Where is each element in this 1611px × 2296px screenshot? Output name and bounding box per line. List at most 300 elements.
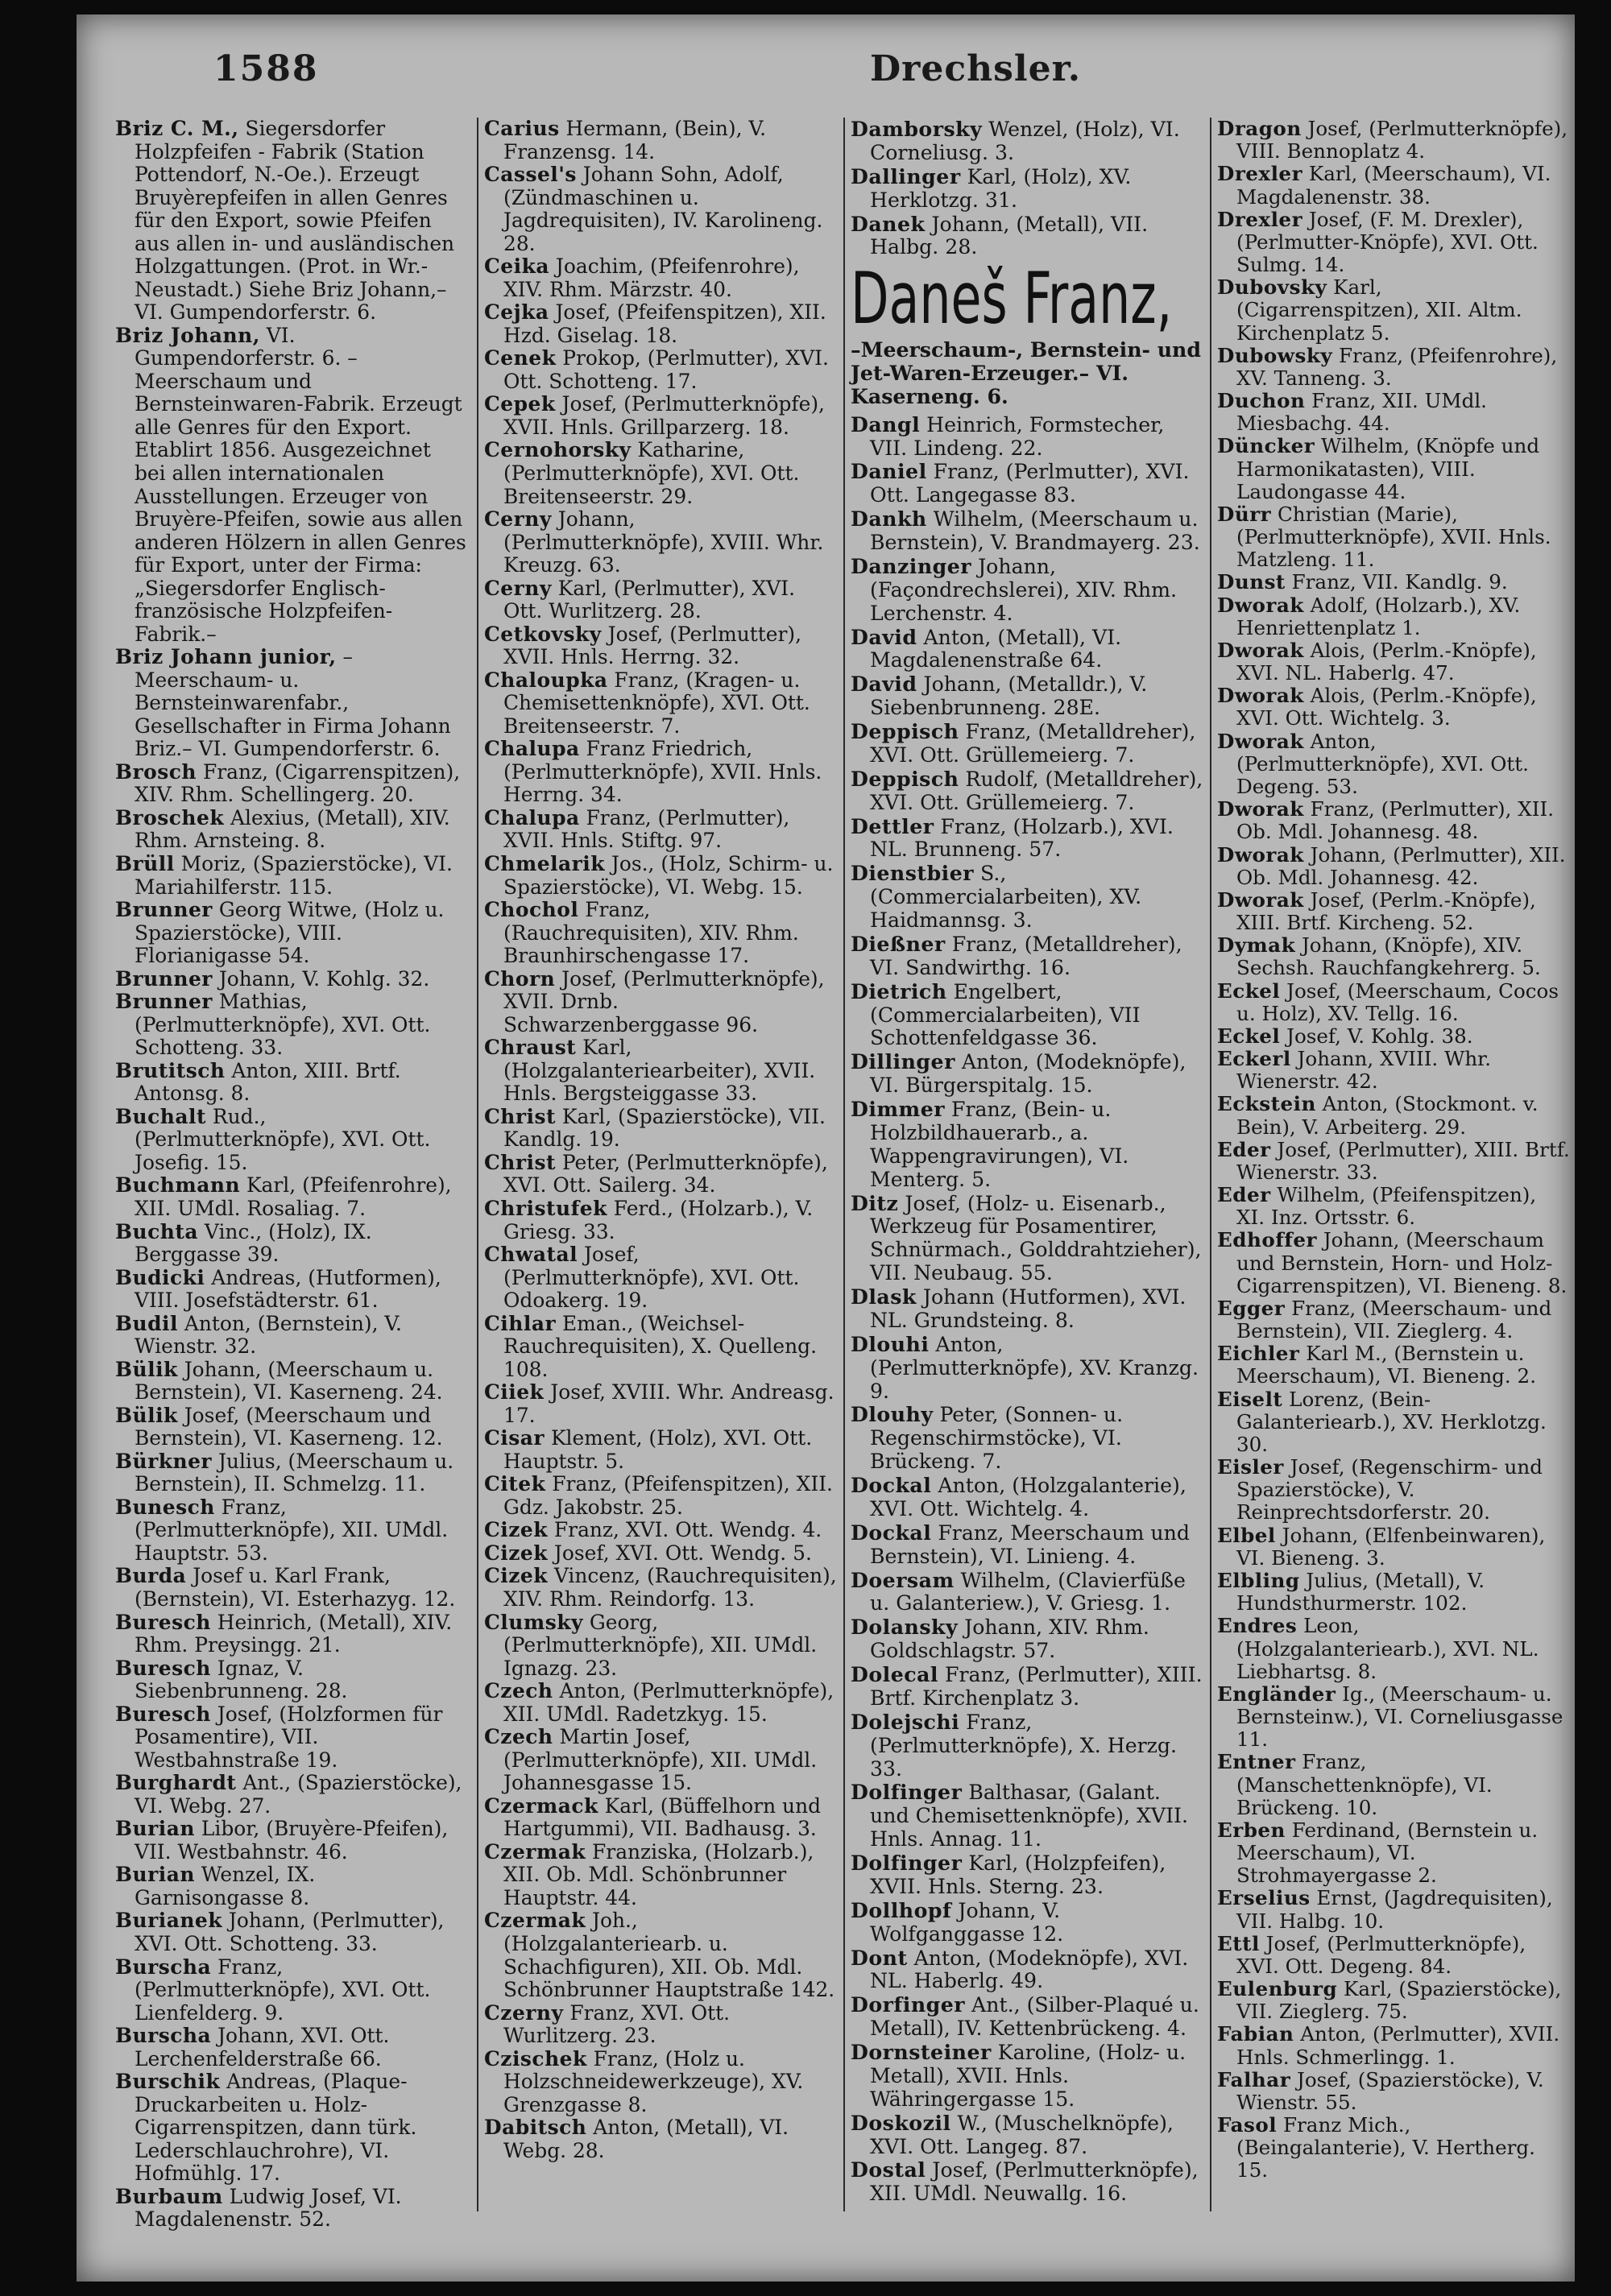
entry-details: Franz, (Perlmutter), XIII. Brtf. Kirchenplatz 3.	[870, 1663, 1203, 1710]
column-4	[1217, 118, 1570, 2182]
entry-name: Dettler	[851, 813, 934, 838]
entry-details: Eman., (Weichsel-Rauchrequisiten), X. Quelleng. 108.	[503, 1311, 817, 1381]
entry-details: Franz, (Meerschaum- und Bernstein), VII. Zieglerg. 4.	[1236, 1296, 1552, 1343]
entry-name: Dorfinger	[851, 1992, 966, 2017]
directory-entry	[851, 1569, 1203, 1616]
directory-entry	[484, 1542, 837, 1566]
entry-name: Dillinger	[851, 1049, 955, 1074]
entry-details: S., (Commercialarbeiten), XV. Haidmannsg. 3.	[870, 862, 1142, 932]
entry-details: Julius, (Meerschaum u. Bernstein), II. Schmelzg. 11.	[135, 1449, 454, 1496]
directory-entry	[484, 1427, 837, 1473]
directory-entry	[1217, 276, 1570, 345]
entry-details: Josef, (Pfeifenspitzen), XII. Hzd. Giselag. 18.	[503, 300, 826, 347]
entry-name: David	[851, 624, 917, 649]
entry-name: Dworak	[1217, 684, 1304, 708]
directory-entry	[484, 1313, 837, 1382]
directory-entry	[1217, 844, 1570, 889]
directory-entry	[1217, 1139, 1570, 1184]
directory-entry	[851, 1474, 1203, 1521]
entry-name: Dangl	[851, 412, 921, 436]
entry-name: Dimmer	[851, 1097, 946, 1121]
entry-details: Josef, (Perlmutter), XVII. Hnls. Herrng. 32.	[503, 622, 802, 669]
entry-name: Carius	[484, 117, 560, 140]
directory-entry	[851, 1781, 1203, 1851]
entry-details: Prokop, (Perlmutter), XVI. Ott. Schotteng. 17.	[503, 346, 829, 393]
entry-details: Josef, (Holzformen für Posamentire), VII. Westbahnstraße 19.	[135, 1702, 443, 1772]
directory-entry	[1217, 118, 1570, 163]
entry-details: Josef u. Karl Frank, (Bernstein), VI. Esterhazyg. 12.	[135, 1564, 456, 1611]
entry-name: Clumsky	[484, 1610, 583, 1634]
advertisement-text: –Meerschaum-, Bernstein- und Jet-Waren-Erzeuger.– VI. Kaserneng. 6.	[851, 337, 1201, 408]
directory-entry	[1217, 1025, 1570, 1048]
entry-details: Anton, (Perlmutterknöpfe), XVI. Ott. Degeng. 53.	[1236, 729, 1529, 798]
entry-details: Karl, (Holz), XV. Herklotzg. 31.	[870, 164, 1132, 212]
directory-entry	[115, 807, 468, 853]
entry-name: Dworak	[1217, 729, 1304, 753]
directory-entry	[115, 2186, 468, 2232]
directory-entry	[115, 1313, 468, 1359]
entry-details: Johann, V. Kohlg. 32.	[212, 966, 430, 991]
directory-entry	[115, 1359, 468, 1404]
entry-name: Deppisch	[851, 719, 959, 743]
entry-name: Brutitsch	[115, 1058, 226, 1082]
directory-entry	[484, 1519, 837, 1542]
entry-details: Johann, (Perlmutterknöpfe), XVIII. Whr. Kreuzg. 63.	[503, 507, 824, 577]
entry-details: Karoline, (Holz- u. Metall), XVII. Hnls. Währingergasse 15.	[870, 2041, 1187, 2111]
entry-name: Cernohorsky	[484, 438, 632, 462]
directory-entry	[851, 1192, 1203, 1286]
entry-name: Dolfinger	[851, 1780, 963, 1805]
entry-details: Johann, (Perlmutter), XVI. Ott. Schotteng. 33.	[135, 1909, 445, 1955]
entry-details: Ludwig Josef, VI. Magdalenenstr. 52.	[135, 2184, 402, 2232]
directory-entry	[484, 1036, 837, 1106]
entry-details: Peter, (Perlmutterknöpfe), XVI. Ott. Sailerg. 34.	[503, 1150, 828, 1198]
entry-name: Burian	[115, 1817, 195, 1841]
directory-entry	[115, 1450, 468, 1496]
directory-entry	[484, 1106, 837, 1152]
entry-name: Dolfinger	[851, 1851, 963, 1875]
entry-name: Dunst	[1217, 570, 1286, 594]
directory-entry	[484, 1243, 837, 1313]
entry-name: Doskozil	[851, 2110, 951, 2135]
directory-entry	[1217, 390, 1570, 435]
entry-name: Ciiek	[484, 1380, 545, 1404]
directory-entry	[851, 1285, 1203, 1333]
directory-entry	[115, 1174, 468, 1220]
entry-details: Ig., (Meerschaum- u. Bernsteinw.), VI. Corneliusgasse 11.	[1236, 1682, 1563, 1752]
page-number: 1588	[213, 48, 319, 89]
entry-details: Adolf, (Holzarb.), XV. Henriettenplatz 1.	[1236, 593, 1521, 639]
entry-name: Brunner	[115, 990, 213, 1014]
directory-entry	[1217, 1887, 1570, 1932]
directory-entry	[1217, 503, 1570, 572]
directory-entry	[851, 815, 1203, 863]
entry-details: Martin Josef, (Perlmutterknöpfe), XII. UMdl. Johannesgasse 15.	[503, 1725, 818, 1795]
entry-name: Dolansky	[851, 1615, 959, 1640]
directory-entry	[484, 968, 837, 1037]
entry-details: Vinc., (Holz), IX. Berggasse 39.	[135, 1219, 372, 1267]
directory-entry	[484, 853, 837, 899]
entry-details: Engelbert, (Commercialarbeiten), VII Schottenfeldgasse 36.	[870, 979, 1141, 1050]
entry-details: Ant., (Silber-Plaqué u. Metall), IV. Kettenbrückeng. 4.	[870, 1993, 1199, 2041]
directory-entry	[1217, 435, 1570, 503]
directory-entry	[484, 439, 837, 508]
entry-details: Anton, (Perlmutterknöpfe), XII. UMdl. Radetzkyg. 15.	[503, 1679, 834, 1726]
entry-details: Joh., (Holzgalanteriearb. u. Schachfiguren), XII. Ob. Mdl. Schönbrunner Hauptstraße 142.	[503, 1909, 835, 2002]
entry-details: Franz Mich., (Beingalanterie), V. Hertherg. 15.	[1236, 2113, 1535, 2182]
directory-entry	[1217, 2069, 1570, 2114]
entry-details: Wenzel, IX. Garnisongasse 8.	[135, 1863, 316, 1909]
entry-name: Burian	[115, 1863, 195, 1887]
directory-entry	[851, 1851, 1203, 1899]
entry-details: Johann, (Knöpfe), XIV. Sechsh. Rauchfangkehrerg. 5.	[1236, 933, 1541, 980]
entry-details: W., (Muschelknöpfe), XVI. Ott. Langeg. 87.	[870, 2111, 1174, 2158]
directory-entry	[484, 118, 837, 163]
entry-details: Franz, (Bein- u. Holzbildhauerarb., a. Wappengravirungen), VI. Menterg. 5.	[870, 1098, 1129, 1191]
entry-name: Edhoffer	[1217, 1228, 1317, 1252]
directory-entry	[1217, 345, 1570, 390]
entry-name: Burda	[115, 1564, 187, 1588]
entry-name: Bunesch	[115, 1495, 215, 1519]
directory-entry	[851, 2041, 1203, 2112]
directory-entry	[851, 1946, 1203, 1994]
entry-details: Josef, XVI. Ott. Wendg. 5.	[547, 1541, 812, 1565]
entry-details: Balthasar, (Galant. und Chemisettenknöpfe), XVII. Hnls. Annag. 11.	[870, 1781, 1188, 1851]
directory-entry	[115, 1060, 468, 1106]
entry-details: Heinrich, (Metall), XIV. Rhm. Preysingg. 21.	[135, 1610, 453, 1657]
entry-details: Wilhelm, (Meerschaum u. Bernstein), V. Brandmayerg. 23.	[870, 507, 1200, 554]
directory-entry	[851, 1663, 1203, 1711]
entry-name: Endres	[1217, 1614, 1298, 1638]
directory-entry	[115, 991, 468, 1060]
entry-name: Eder	[1217, 1137, 1271, 1161]
entry-name: Erben	[1217, 1818, 1286, 1842]
entry-name: Dworak	[1217, 887, 1304, 912]
directory-entry	[1217, 1524, 1570, 1570]
entry-name: Damborsky	[851, 117, 983, 141]
directory-entry	[115, 118, 468, 325]
entry-name: Briz Johann junior,	[115, 645, 337, 669]
entry-name: Cassel's	[484, 163, 577, 187]
entry-details: Vincenz, (Rauchrequisiten), XIV. Rhm. Reindorfg. 13.	[503, 1564, 837, 1611]
entry-details: Anton, (Stockmont. v. Bein), V. Arbeiterg. 29.	[1236, 1092, 1539, 1139]
directory-entry	[851, 1050, 1203, 1098]
entry-name: Brüll	[115, 852, 175, 875]
directory-entry	[1217, 730, 1570, 799]
entry-name: Cizek	[484, 1564, 548, 1588]
entry-details: Franz, XVI. Ott. Wurlitzerg. 23.	[503, 2000, 731, 2048]
entry-details: Franz, (Kragen- u. Chemisettenknöpfe), XVI. Ott. Breitenseerstr. 7.	[503, 668, 810, 738]
entry-name: Dont	[851, 1945, 908, 1970]
entry-details: Franz, (Holz u. Holzschneidewerkzeuge), XV. Grenzgasse 8.	[503, 2046, 804, 2116]
entry-name: Cenek	[484, 346, 557, 370]
directory-entry	[1217, 1093, 1570, 1138]
directory-entry	[1217, 1229, 1570, 1297]
entry-name: Briz C. M.,	[115, 117, 239, 140]
entry-name: Ettl	[1217, 1931, 1260, 1955]
entry-name: Chalupa	[484, 737, 580, 761]
entry-details: Johann (Hutformen), XVI. NL. Grundsteing. 8.	[870, 1285, 1187, 1332]
entry-name: Broschek	[115, 805, 225, 829]
entry-name: Elbel	[1217, 1523, 1276, 1547]
entry-name: Duchon	[1217, 389, 1306, 413]
entry-details: Andreas, (Hutformen), VIII. Josefstädterstr. 61.	[135, 1265, 441, 1313]
entry-name: Dankh	[851, 507, 927, 532]
directory-entry	[115, 2071, 468, 2186]
entry-details: Karl M., (Bernstein u. Meerschaum), VI. Bieneng. 2.	[1236, 1342, 1537, 1388]
entry-details: Libor, (Bruyère-Pfeifen), VII. Westbahnstr. 46.	[135, 1817, 449, 1864]
entry-details: Anton, (Bernstein), V. Wienstr. 32.	[135, 1311, 402, 1359]
entry-details: Wilhelm, (Pfeifenspitzen), XI. Inz. Ortsstr. 6.	[1236, 1183, 1537, 1230]
entry-name: Cisar	[484, 1426, 545, 1450]
entry-name: Drexler	[1217, 207, 1303, 231]
entry-details: Franz, (Perlmutterknöpfe), XVI. Ott. Lienfelderg. 9.	[135, 1955, 431, 2025]
directory-entry	[484, 623, 837, 669]
directory-entry	[484, 807, 837, 853]
entry-details: Josef, (Meerschaum und Bernstein), VI. Kaserneng. 12.	[135, 1403, 443, 1450]
entry-name: Eckel	[1217, 1024, 1281, 1048]
entry-name: Dubowsky	[1217, 343, 1333, 367]
entry-name: Chorn	[484, 966, 556, 991]
entry-details: Ferd., (Holzarb.), V. Griesg. 33.	[503, 1196, 814, 1243]
entry-details: Julius, (Metall), V. Hundsthurmerstr. 102.	[1236, 1569, 1485, 1615]
entry-name: Dießner	[851, 931, 946, 956]
entry-details: Johann, (Façondrechslerei), XIV. Rhm. Lerchenstr. 4.	[870, 554, 1177, 625]
directory-entry	[115, 646, 468, 761]
entry-details: Wilhelm, (Clavierfüße u. Galanteriew.), V. Griesg. 1.	[870, 1568, 1186, 1615]
entry-name: Eckel	[1217, 978, 1281, 1003]
entry-name: Chalupa	[484, 805, 580, 829]
entry-details: Johann, XVIII. Whr. Wienerstr. 42.	[1236, 1047, 1492, 1094]
entry-name: Citek	[484, 1472, 546, 1496]
directory-entry	[851, 1333, 1203, 1404]
entry-details: Moriz, (Spazierstöcke), VI. Mariahilferstr. 115.	[135, 852, 453, 899]
entry-details: Karl, (Spazierstöcke), VII. Kandlg. 19.	[503, 1104, 826, 1152]
entry-details: Heinrich, Formstecher, VII. Lindeng. 22.	[870, 412, 1165, 460]
directory-entry	[115, 761, 468, 807]
entry-name: Czermak	[484, 1909, 586, 1933]
directory-entry	[115, 1956, 468, 2025]
entry-name: Eckstein	[1217, 1092, 1316, 1116]
entry-details: Josef, (Regenschirm- und Spazierstöcke), V. Reinprechtsdorferstr. 20.	[1236, 1455, 1543, 1524]
directory-entry	[484, 1198, 837, 1243]
entry-details: Franz, XVI. Ott. Wendg. 4.	[547, 1518, 822, 1542]
entry-name: Chochol	[484, 898, 579, 922]
entry-name: Budicki	[115, 1265, 205, 1289]
entry-name: Dworak	[1217, 593, 1304, 617]
entry-details: Siegersdorfer Holzpfeifen - Fabrik (Station Pottendorf, N.-Oe.). Erzeugt Bruyèrepfeifen in allen Genres für den Export, sowie Pfeifen aus allen in- und ausländischen Holzgattungen. (Prot. in Wr.-Neustadt.) Siehe Briz Johann,– VI. Gumpendorferstr. 6.	[135, 117, 455, 325]
directory-entry	[851, 1403, 1203, 1474]
entry-name: Christufek	[484, 1196, 607, 1220]
entry-name: Buresch	[115, 1702, 211, 1726]
entry-name: Cejka	[484, 300, 549, 325]
directory-entry	[115, 1864, 468, 1909]
entry-name: Budil	[115, 1311, 178, 1335]
entry-name: Burianek	[115, 1909, 223, 1933]
directory-entry	[484, 393, 837, 439]
entry-name: Dockal	[851, 1520, 932, 1545]
entry-details: Alexius, (Metall), XIV. Rhm. Arnsteing. 8.	[135, 805, 450, 853]
directory-entry	[484, 301, 837, 347]
entry-details: Karl, (Meerschaum), VI. Magdalenenstr. 38.	[1236, 162, 1551, 209]
advertisement-name: Daneš Franz,	[851, 257, 1173, 341]
entry-details: Rud., (Perlmutterknöpfe), XVI. Ott. Josefig. 15.	[135, 1104, 431, 1174]
entry-name: Daniel	[851, 459, 927, 484]
entry-details: Ignaz, V. Siebenbrunneng. 28.	[135, 1656, 348, 1703]
directory-entry	[1217, 594, 1570, 639]
entry-name: Chwatal	[484, 1243, 578, 1267]
entry-details: Ant., (Spazierstöcke), VI. Webg. 27.	[135, 1771, 462, 1818]
directory-entry	[484, 1795, 837, 1841]
directory-entry	[115, 1818, 468, 1864]
entry-name: Burscha	[115, 1955, 212, 1979]
entry-name: Chraust	[484, 1036, 577, 1060]
entry-details: Alois, (Perlm.-Knöpfe), XVI. NL. Haberlg. 47.	[1236, 638, 1537, 685]
directory-entry	[851, 1521, 1203, 1569]
entry-details: Anton, (Holzgalanterie), XVI. Ott. Wichtelg. 4.	[870, 1474, 1187, 1520]
directory-entry	[1217, 980, 1570, 1025]
directory-entry	[484, 1611, 837, 1681]
entry-name: Dolecal	[851, 1662, 938, 1686]
directory-entry	[851, 720, 1203, 767]
entry-details: Karl, (Holzgalanteriearbeiter), XVII. Hnls. Bergsteiggasse 33.	[503, 1036, 816, 1106]
directory-entry	[851, 413, 1203, 461]
directory-entry	[484, 1381, 837, 1427]
entry-details: Anton, (Perlmutterknöpfe), XV. Kranzg. 9.	[870, 1332, 1199, 1403]
directory-entry	[115, 853, 468, 899]
directory-entry	[115, 1496, 468, 1566]
directory-entry	[115, 968, 468, 991]
entry-name: Christ	[484, 1150, 556, 1174]
entry-name: Burghardt	[115, 1771, 237, 1795]
entry-details: Johann, (Metalldr.), V. Siebenbrunneng. 28E.	[870, 672, 1148, 720]
directory-entry	[484, 1726, 837, 1795]
column-divider	[477, 118, 478, 2211]
entry-details: Johann, XVI. Ott. Lerchenfelderstraße 66.	[135, 2024, 390, 2071]
entry-name: Czischek	[484, 2046, 587, 2071]
entry-name: Christ	[484, 1104, 556, 1128]
entry-details: Ernst, (Jagdrequisiten), VII. Halbg. 10.	[1236, 1886, 1553, 1933]
directory-entry	[115, 1772, 468, 1818]
directory-entry	[484, 1680, 837, 1726]
entry-name: Buchmann	[115, 1173, 241, 1198]
column-divider	[843, 118, 845, 2211]
entry-name: Dostal	[851, 2157, 926, 2182]
directory-entry	[484, 1909, 837, 2001]
entry-details: Hermann, (Bein), V. Franzensg. 14.	[503, 117, 766, 163]
entry-details: Johann, (Meerschaum und Bernstein, Horn- und Holz-Cigarrenspitzen), VI. Bieneng. 8.	[1236, 1228, 1568, 1297]
directory-entry	[115, 1565, 468, 1611]
entry-details: Jos., (Holz, Schirm- u. Spazierstöcke), VI. Webg. 15.	[503, 852, 834, 899]
directory-entry	[1217, 163, 1570, 208]
entry-name: Eisler	[1217, 1455, 1284, 1479]
page-title: Drechsler.	[870, 48, 1082, 89]
directory-entry	[1217, 1933, 1570, 1978]
directory-entry	[851, 980, 1203, 1051]
entry-name: Dworak	[1217, 638, 1304, 662]
entry-name: Burbaum	[115, 2184, 223, 2208]
directory-entry	[851, 118, 1203, 165]
entry-details: Johann, (Metall), VII. Halbg. 28.	[870, 212, 1149, 259]
directory-entry	[1217, 889, 1570, 934]
entry-name: Danzinger	[851, 553, 972, 578]
entry-name: Cizek	[484, 1518, 548, 1542]
entry-details: Mathias, (Perlmutterknöpfe), XVI. Ott. Schotteng. 33.	[135, 990, 431, 1060]
entry-name: Burschik	[115, 2070, 221, 2094]
directory-entry	[851, 1098, 1203, 1192]
directory-entry	[484, 1152, 837, 1198]
directory-entry	[851, 213, 1203, 260]
entry-details: Franziska, (Holzarb.), XII. Ob. Mdl. Schönbrunner Hauptstr. 44.	[503, 1839, 814, 1909]
directory-entry	[1217, 1819, 1570, 1888]
entry-details: Franz, (Perlmutter), XII. Ob. Mdl. Johannesg. 48.	[1236, 797, 1555, 844]
entry-name: Cetkovsky	[484, 622, 602, 646]
directory-entry	[115, 325, 468, 646]
directory-entry	[484, 255, 837, 301]
entry-details: Anton, XIII. Brtf. Antonsg. 8.	[135, 1058, 401, 1106]
entry-name: Bürkner	[115, 1449, 213, 1473]
entry-details: Rudolf, (Metalldreher), XVI. Ott. Grüllemeierg. 7.	[870, 767, 1203, 814]
entry-details: Josef, (Perlmutterknöpfe), XVI. Ott. Odoakerg. 19.	[503, 1243, 800, 1313]
entry-name: Dornsteiner	[851, 2040, 992, 2064]
entry-name: Fabian	[1217, 2022, 1294, 2046]
entry-name: Burscha	[115, 2024, 212, 2048]
directory-entry	[851, 767, 1203, 815]
directory-entry	[851, 1711, 1203, 1781]
entry-details: Johann, XIV. Rhm. Goldschlagstr. 57.	[870, 1615, 1149, 1663]
entry-details: Josef, V. Kohlg. 38.	[1280, 1024, 1473, 1048]
entry-details: Klement, (Holz), XVI. Ott. Hauptstr. 5.	[503, 1426, 813, 1473]
entry-name: Drexler	[1217, 162, 1303, 186]
entry-name: Dlask	[851, 1285, 917, 1309]
entry-name: Brunner	[115, 966, 213, 991]
directory-entry	[484, 1565, 837, 1611]
column-2	[484, 118, 837, 2162]
entry-details: Leon, (Holzgalanteriearb.), XVI. NL. Liebhartsg. 8.	[1236, 1614, 1539, 1683]
entry-details: Josef, (Perlmutterknöpfe), XII. UMdl. Neuwallg. 16.	[870, 2158, 1199, 2206]
directory-entry	[1217, 1048, 1570, 1093]
entry-name: Doersam	[851, 1567, 955, 1592]
entry-details: Franz, (Metalldreher), VI. Sandwirthg. 16.	[870, 932, 1182, 979]
entry-details: Franz, (Perlmutterknöpfe), XII. UMdl. Hauptstr. 53.	[135, 1495, 449, 1565]
entry-name: Cerny	[484, 507, 552, 532]
entry-name: Chaloupka	[484, 668, 608, 692]
advertisement-block	[851, 257, 1203, 408]
directory-entry	[115, 1106, 468, 1175]
directory-entry	[1217, 934, 1570, 979]
entry-name: Engländer	[1217, 1682, 1336, 1706]
entry-details: Johann, V. Wolfganggasse 12.	[870, 1898, 1064, 1946]
entry-name: Dienstbier	[851, 861, 975, 886]
directory-entry	[115, 1221, 468, 1267]
entry-details: Franz, (Rauchrequisiten), XIV. Rhm. Braunhirschengasse 17.	[503, 898, 799, 968]
entry-name: Cepek	[484, 392, 556, 416]
entry-details: Johann, (Elfenbeinwaren), VI. Bieneng. 3.	[1236, 1523, 1546, 1570]
directory-entry	[851, 460, 1203, 507]
entry-name: Eulenburg	[1217, 1977, 1338, 2001]
entry-name: Fasol	[1217, 2113, 1278, 2137]
entry-details: Franz, (Perlmutter), XVI. Ott. Langegasse 83.	[870, 460, 1190, 507]
entry-name: Dworak	[1217, 797, 1304, 821]
entry-details: Anton, (Modeknöpfe), XVI. NL. Haberlg. 49.	[870, 1946, 1189, 1993]
entry-name: Czerny	[484, 2000, 564, 2025]
directory-entry	[115, 2025, 468, 2071]
entry-name: Düncker	[1217, 434, 1315, 458]
entry-details: Karl, (Holzpfeifen), XVII. Hnls. Sterng. 23.	[870, 1851, 1166, 1898]
entry-details: Franz, (Perlmutter), XVII. Hnls. Stiftg. 97.	[503, 805, 790, 853]
entry-name: Dockal	[851, 1473, 932, 1497]
entry-name: Ditz	[851, 1190, 899, 1215]
